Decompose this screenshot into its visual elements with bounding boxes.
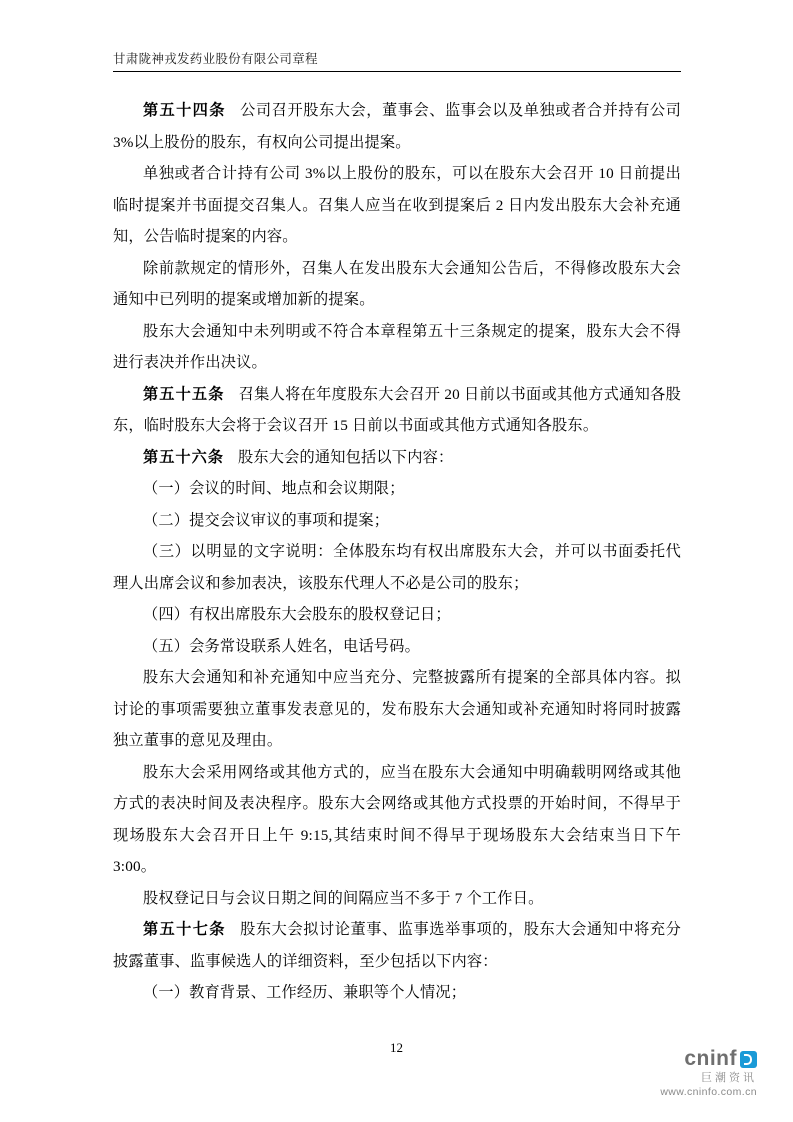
running-title: 甘肃陇神戎发药业股份有限公司章程 xyxy=(113,52,318,66)
paragraph xyxy=(113,158,681,253)
paragraph xyxy=(113,253,681,316)
paragraph xyxy=(113,536,681,599)
article-heading: 第五十四条 xyxy=(143,102,226,119)
paragraph-text: 公司召开股东大会，董事会、监事会以及单独或者合并持有公司 3%以上股份的股东，有权向公司提出提案。 xyxy=(113,102,682,151)
paragraph-text: 股权登记日与会议日期之间的间隔应当不多于 7 个工作日。 xyxy=(143,889,544,907)
paragraph-text: 单独或者合计持有公司 3%以上股份的股东，可以在股东大会召开 10 日前提出临时提案并书面提交召集人。召集人应当在收到提案后 2 日内发出股东大会补充通知，公告临时提案的内容。 xyxy=(113,165,681,245)
paragraph-text: 股东大会拟讨论董事、监事选举事项的，股东大会通知中将充分披露董事、监事候选人的详细资料，至少包括以下内容： xyxy=(113,921,682,970)
paragraph xyxy=(113,442,681,474)
brand-url: www.cninfo.com.cn xyxy=(660,1085,757,1098)
paragraph xyxy=(113,883,681,915)
article-heading: 第五十五条 xyxy=(143,385,225,403)
paragraph xyxy=(113,631,681,663)
paragraph xyxy=(113,505,681,537)
brand-name: cninf xyxy=(684,1047,737,1071)
paragraph xyxy=(113,914,681,977)
paragraph-text: （一）教育背景、工作经历、兼职等个人情况； xyxy=(143,984,467,1001)
paragraph xyxy=(113,316,681,379)
paragraph-text: 股东大会通知中未列明或不符合本章程第五十三条规定的提案，股东大会不得进行表决并作出决议。 xyxy=(113,322,681,371)
cninfo-logo-icon xyxy=(740,1051,757,1068)
watermark xyxy=(660,1047,757,1098)
paragraph-text: 股东大会通知和补充通知中应当充分、完整披露所有提案的全部具体内容。拟讨论的事项需要独立董事发表意见的，发布股东大会通知或补充通知时将同时披露独立董事的意见及理由。 xyxy=(113,669,681,749)
paragraph xyxy=(113,95,681,158)
paragraph-text: （四）有权出席股东大会股东的股权登记日； xyxy=(143,606,451,623)
paragraph-text: 召集人将在年度股东大会召开 20 日前以书面或其他方式通知各股东，临时股东大会将于会议召开 15 日前以书面或其他方式通知各股东。 xyxy=(113,385,681,434)
article-heading: 第五十六条 xyxy=(143,448,224,466)
page-header xyxy=(113,50,681,72)
paragraph-text: （一）会议的时间、地点和会议期限； xyxy=(143,480,405,497)
paragraph-text: 除前款规定的情形外，召集人在发出股东大会通知公告后，不得修改股东大会通知中已列明的提案或增加新的提案。 xyxy=(113,259,681,308)
page-number: 12 xyxy=(390,1040,403,1055)
article-heading: 第五十七条 xyxy=(143,921,226,938)
paragraph-text: （二）提交会议审议的事项和提案； xyxy=(143,511,390,529)
brand-tagline: 巨潮资讯 xyxy=(701,1072,757,1085)
brand-wordmark xyxy=(660,1047,757,1071)
document-body xyxy=(113,95,681,1009)
paragraph xyxy=(113,757,681,883)
paragraph xyxy=(113,473,681,505)
header-divider xyxy=(113,71,681,72)
paragraph xyxy=(113,379,681,442)
paragraph xyxy=(113,599,681,631)
paragraph-text: （五）会务常设联系人姓名，电话号码。 xyxy=(143,637,420,655)
paragraph xyxy=(113,662,681,757)
paragraph-text: （三）以明显的文字说明：全体股东均有权出席股东大会，并可以书面委托代理人出席会议和参加表决，该股东代理人不必是公司的股东； xyxy=(113,543,681,592)
paragraph-text: 股东大会采用网络或其他方式的，应当在股东大会通知中明确载明网络或其他方式的表决时间及表决程序。股东大会网络或其他方式投票的开始时间，不得早于现场股东大会召开日上午 9:15,其结束时间不得早于现场股东大会结束当日下午 3:00。 xyxy=(113,763,681,875)
paragraph-text: 股东大会的通知包括以下内容： xyxy=(237,448,454,466)
paragraph xyxy=(113,977,681,1009)
